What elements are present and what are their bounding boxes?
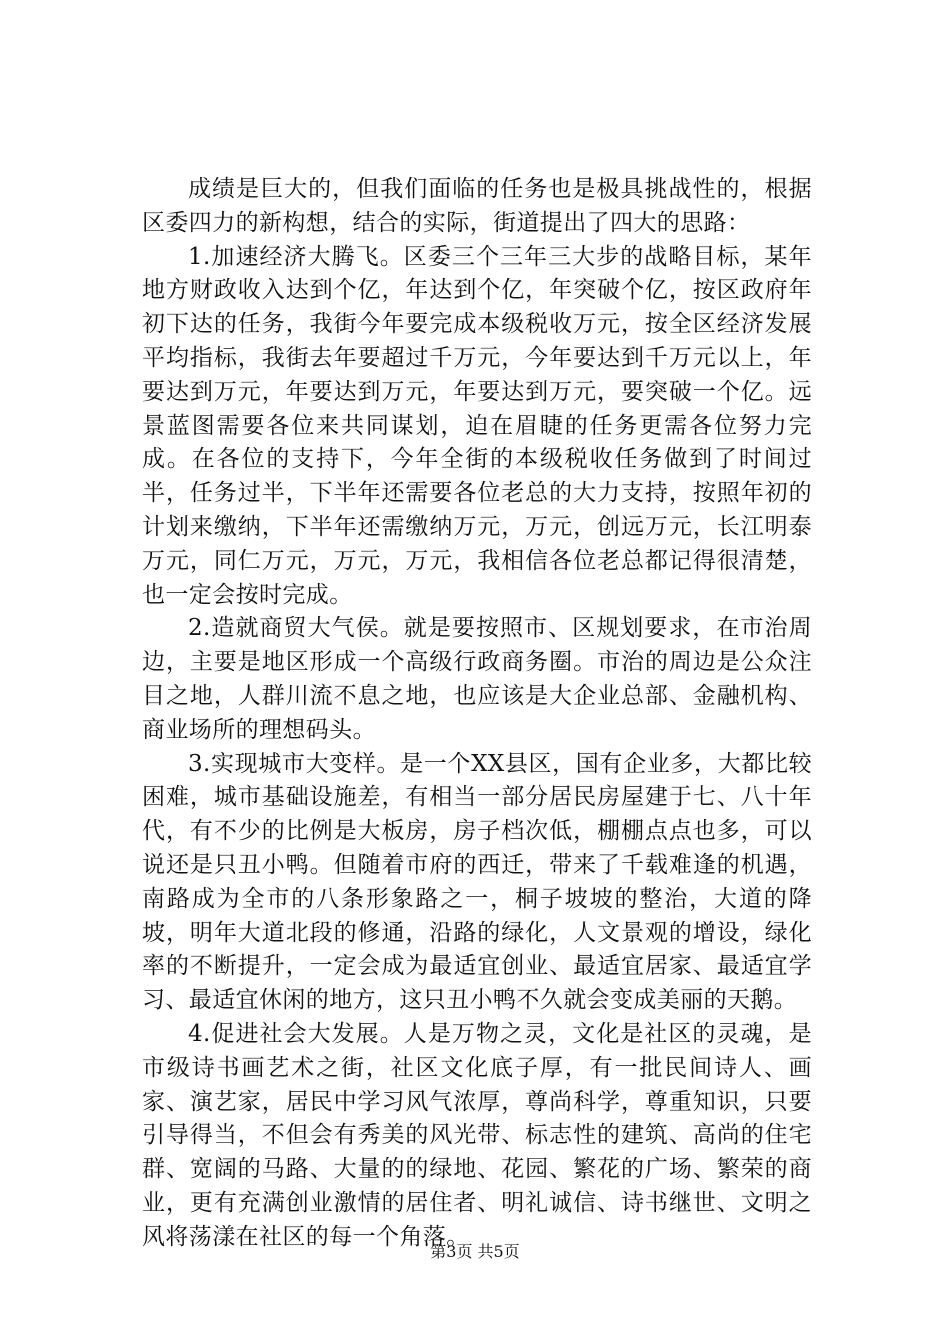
paragraph-city: 3.实现城市大变样。是一个XX县区，国有企业多，大都比较困难，城市基础设施差，有相当一部分居民房屋建于七、八十年代，有不少的比例是大板房，房子档次低，棚棚点点也多，可以说还是只丑小鸭。但随着市府的西迁，带来了千载难逢的机遇，南路成为全市的八条形象路之一，桐子坡坡的整治，大道的降坡，明年大道北段的修通，沿路的绿化，人文景观的增设，绿化率的不断提升，一定会成为最适宜创业、最适宜居家、最适宜学习、最适宜休闲的地方，这只丑小鸭不久就会变成美丽的天鹅。: [142, 750, 812, 1014]
paragraph-economy: 1.加速经济大腾飞。区委三个三年三大步的战略目标，某年地方财政收入达到个亿，年达到个亿，年突破个亿，按区政府年初下达的任务，我街今年要完成本级税收万元，按全区经济发展平均指标，我街去年要超过千万元，今年要达到千万元以上，年要达到万元，年要达到万元，年要达到万元，要突破一个亿。远景蓝图需要各位来共同谋划，迫在眉睫的任务更需各位努力完成。在各位的支持下，今年全街的本级税收任务做到了时间过半，任务过半，下半年还需要各位老总的大力支持，按照年初的计划来缴纳，下半年还需缴纳万元，万元，创远万元，长江明泰万元，同仁万元，万元，万元，我相信各位老总都记得很清楚，也一定会按时完成。: [142, 243, 812, 608]
paragraph-commerce: 2.造就商贸大气侯。就是要按照市、区规划要求，在市治周边，主要是地区形成一个高级行政商务圈。市治的周边是公众注目之地，人群川流不息之地，也应该是大企业总部、金融机构、商业场所的理想码头。: [142, 615, 812, 743]
paragraph-intro: 成绩是巨大的，但我们面临的任务也是极具挑战性的，根据区委四力的新构想，结合的实际，街道提出了四大的思路：: [142, 176, 812, 236]
page-footer: 第3页 共5页: [430, 1242, 520, 1261]
body-text: [142, 173, 812, 1255]
paragraph-society: 4.促进社会大发展。人是万物之灵，文化是社区的灵魂，是市级诗书画艺术之街，社区文化底子厚，有一批民间诗人、画家、演艺家，居民中学习风气浓厚，尊尚科学，尊重知识，只要引导得当，不但会有秀美的风光带、标志性的建筑、高尚的住宅群、宽阔的马路、大量的的绿地、花园、繁花的广场、繁荣的商业，更有充满创业激情的居住者、明礼诚信、诗书继世、文明之风将荡漾在社区的每一个角落。: [142, 1020, 812, 1250]
